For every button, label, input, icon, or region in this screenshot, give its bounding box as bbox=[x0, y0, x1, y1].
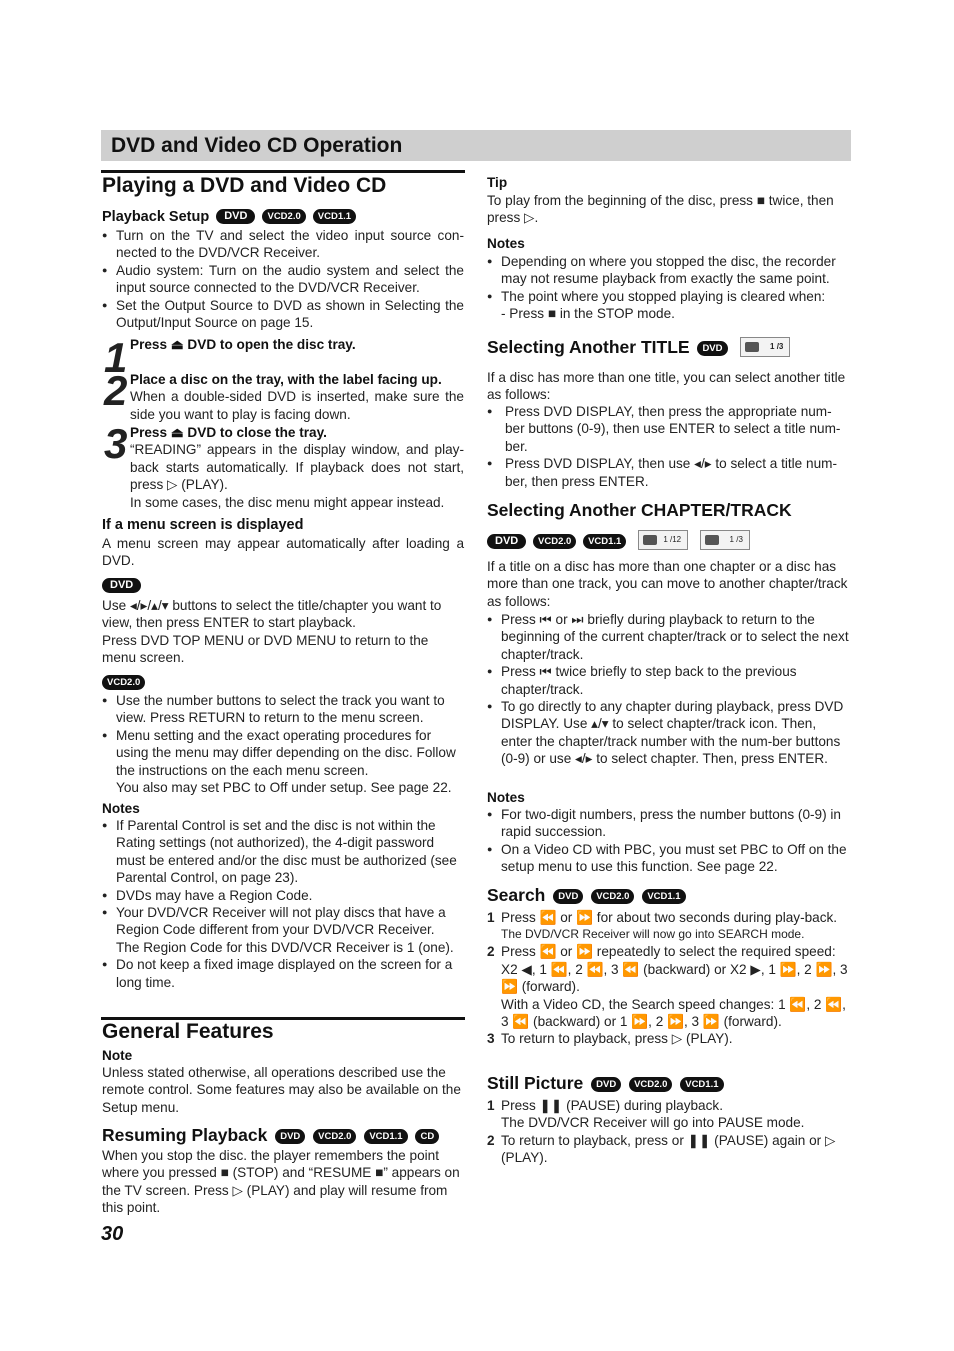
vcd20-badge: VCD2.0 bbox=[262, 209, 305, 224]
list-item: ● Press ⏮ or ⏭ briefly during playback to return to the beginning of the current chapter/track or to select the next chapter/track. bbox=[487, 611, 850, 663]
list-item bbox=[102, 904, 464, 956]
tip-heading: Tip bbox=[487, 175, 508, 190]
chapter-notes-heading: Notes bbox=[487, 790, 525, 805]
dvd-badge: DVD bbox=[487, 534, 526, 549]
step-3-body-extra: In some cases, the disc menu might appear instead. bbox=[130, 494, 445, 510]
step-3-body: “READING” appears in the display window, and play-back starts automatically. If playback does not start, press ▷ (PLAY). bbox=[130, 442, 464, 493]
resume-heading bbox=[102, 1124, 464, 1146]
dvd-badge: DVD bbox=[697, 341, 727, 356]
step-text: To return to playback, press ▷ (PLAY). bbox=[501, 1031, 733, 1047]
step-text: Press ⏪ or ⏩ repeatedly to select the required speed: X2 ◀, 1 ⏪, 2 ⏪, 3 ⏪ (backward) or X2 ▶, 1 ⏩, 2 ⏩, 3 ⏩ (forward). bbox=[501, 944, 848, 995]
vcd11-badge: VCD1.1 bbox=[313, 209, 356, 224]
note-extra: - Press ■ in the STOP mode. bbox=[501, 306, 675, 322]
still-step bbox=[487, 1097, 850, 1132]
notes-block bbox=[102, 817, 464, 991]
search-label: Search bbox=[487, 885, 546, 905]
vcd20-badge: VCD2.0 bbox=[629, 1077, 672, 1092]
menu-text: A menu screen may appear automatically after loading a DVD. bbox=[102, 536, 464, 569]
step-number: 3 bbox=[487, 1031, 495, 1047]
search-heading bbox=[487, 884, 850, 906]
still-heading bbox=[487, 1072, 850, 1094]
step-number: 1 bbox=[104, 334, 128, 381]
list-item: ● Press DVD DISPLAY, then press the appropriate num-ber buttons (0-9), then use ENTER to select a title num-ber. bbox=[487, 403, 850, 455]
section-rule bbox=[101, 170, 465, 173]
step-sub: The DVD/VCR Receiver will go into PAUSE mode. bbox=[501, 1115, 805, 1131]
osd-value: 1 /12 bbox=[663, 535, 682, 544]
note-text: The point where you stopped playing is cleared when: bbox=[501, 288, 826, 304]
list-item: ● On a Video CD with PBC, you must set PBC to Off on the setup menu to use this function. See page 22. bbox=[487, 841, 850, 876]
vcd11-badge: VCD1.1 bbox=[364, 1129, 407, 1144]
search-step bbox=[487, 909, 850, 942]
search-step bbox=[487, 943, 850, 1030]
step-sub: With a Video CD, the Search speed changes: 1 ⏪, 2 ⏪, 3 ⏪ (backward) or 1 ⏩, 2 ⏩, 3 ⏩ (forward). bbox=[501, 996, 846, 1030]
step-number: 3 bbox=[104, 420, 128, 467]
step-1-heading: Press ⏏ DVD to open the disc tray. bbox=[130, 337, 356, 352]
dvd-badge: DVD bbox=[591, 1077, 621, 1092]
step-3 bbox=[130, 424, 464, 511]
step-text: To return to playback, press or ❚❚ (PAUSE) again or ▷ (PLAY). bbox=[501, 1132, 836, 1166]
dvd-block bbox=[102, 597, 464, 667]
title-select-heading bbox=[487, 336, 850, 358]
menu-heading: If a menu screen is displayed bbox=[102, 517, 304, 533]
dvd-badge: DVD bbox=[102, 578, 141, 593]
chapter-icon bbox=[643, 535, 657, 545]
step-number: 2 bbox=[487, 1132, 495, 1148]
chapter-select-intro: If a title on a disc has more than one chapter or a disc has more than one track, you can move to another chapter/track as follows: bbox=[487, 559, 848, 609]
dvd-block-badge-row bbox=[99, 577, 141, 594]
dvd-badge: DVD bbox=[216, 209, 255, 224]
vcd20-badge: VCD2.0 bbox=[313, 1129, 356, 1144]
list-item: ● If Parental Control is set and the disc is not within the Rating settings (not authorized), the 4-digit password must be entered and/or the disc must be authorized (see Parental Control, on page 23). bbox=[102, 817, 464, 887]
still-step bbox=[487, 1132, 850, 1167]
dvd-text-1: Use ◂/▸/▴/▾ buttons to select the title/chapter you want to view, then press ENTER to start playback. bbox=[102, 598, 442, 631]
step-3-heading: Press ⏏ DVD to close the tray. bbox=[130, 425, 327, 440]
search-steps bbox=[487, 909, 850, 1048]
vcd-block bbox=[102, 692, 464, 796]
step-2-body: When a double-sided DVD is inserted, make sure the side you want to play is facing down. bbox=[130, 389, 464, 422]
list-item: ● Audio system: Turn on the audio system and select the input source connected to the DVD/VCR Receiver. bbox=[102, 262, 464, 297]
step-number: 1 bbox=[487, 1098, 495, 1113]
title-select-list bbox=[487, 403, 850, 490]
list-item bbox=[487, 288, 850, 323]
section-title-playing: Playing a DVD and Video CD bbox=[102, 174, 387, 197]
dvd-badge: DVD bbox=[275, 1129, 305, 1144]
title-select-intro: If a disc has more than one title, you can select another title as follows: bbox=[487, 370, 846, 403]
tip-notes bbox=[487, 253, 850, 323]
page-number: 30 bbox=[101, 1223, 124, 1245]
chapter-select-heading: Selecting Another CHAPTER/TRACK bbox=[487, 500, 792, 520]
vcd20-badge: VCD2.0 bbox=[591, 889, 634, 904]
chapter-osd-display bbox=[638, 530, 688, 550]
title-osd-display bbox=[700, 530, 750, 550]
list-item: ● Press ⏮ twice briefly to step back to the previous chapter/track. bbox=[487, 663, 850, 698]
list-item: ● DVDs may have a Region Code. bbox=[102, 887, 464, 904]
dvd-text-2: Press DVD TOP MENU or DVD MENU to return to the menu screen. bbox=[102, 632, 429, 666]
step-2 bbox=[130, 371, 464, 423]
chapter-select-list bbox=[487, 611, 850, 768]
still-steps bbox=[487, 1097, 850, 1167]
step-number: 2 bbox=[487, 944, 495, 960]
general-note-text: Unless stated otherwise, all operations described use the remote control. Some features may also be available on the Setup menu. bbox=[102, 1065, 461, 1115]
step-2-heading: Place a disc on the tray, with the label facing up. bbox=[130, 372, 442, 387]
section-title-general: General Features bbox=[102, 1020, 274, 1043]
tip-text: To play from the beginning of the disc, press ■ twice, then press ▷. bbox=[487, 193, 834, 226]
chapter-notes bbox=[487, 806, 850, 876]
list-item: ● Depending on where you stopped the disc, the recorder may not resume playback from exactly the same point. bbox=[487, 253, 850, 288]
osd-value: 1 /3 bbox=[729, 535, 743, 544]
step-number: 2 bbox=[104, 367, 128, 414]
playback-setup-label: Playback Setup bbox=[102, 209, 210, 225]
list-item: ● Menu setting and the exact operating procedures for using the menu may differ depending on the disc. Follow the instructions on the each menu screen. bbox=[102, 727, 464, 779]
chapter-select-badges bbox=[484, 530, 850, 550]
vcd20-badge: VCD2.0 bbox=[102, 675, 145, 690]
step-text: Press ❚❚ (PAUSE) during playback. bbox=[501, 1098, 723, 1113]
title-select-label: Selecting Another TITLE bbox=[487, 337, 690, 357]
chapter-title: DVD and Video CD Operation bbox=[101, 130, 851, 161]
list-item: ● Do not keep a fixed image displayed on the screen for a long time. bbox=[102, 956, 464, 991]
dvd-badge: DVD bbox=[553, 889, 583, 904]
vcd11-badge: VCD1.1 bbox=[680, 1077, 723, 1092]
disc-icon bbox=[705, 535, 719, 545]
step-text: Press ⏪ or ⏩ for about two seconds during play-back. bbox=[501, 910, 838, 925]
list-item: ● Set the Output Source to DVD as shown in Selecting the Output/Input Source on page 15. bbox=[102, 297, 464, 332]
list-item: ● Turn on the TV and select the video input source con-nected to the DVD/VCR Receiver. bbox=[102, 227, 464, 262]
title-osd-display bbox=[740, 337, 790, 357]
note-text: Your DVD/VCR Receiver will not play discs that have a Region Code different from your DVD/VCR Receiver. bbox=[116, 905, 446, 938]
step-number: 1 bbox=[487, 910, 495, 925]
list-item: ● Use the number buttons to select the track you want to view. Press RETURN to return to the menu screen. bbox=[102, 692, 464, 727]
disc-icon bbox=[745, 342, 759, 352]
notes-heading: Notes bbox=[102, 801, 140, 816]
setup-list bbox=[102, 227, 464, 331]
resume-label: Resuming Playback bbox=[102, 1125, 268, 1145]
vcd-block-badge-row bbox=[99, 674, 145, 691]
resume-text: When you stop the disc. the player remembers the point where you pressed ■ (STOP) and “RESUME ■” appears on the TV screen. Press ▷ (PLAY) and play will resume from this point. bbox=[102, 1148, 460, 1216]
cd-badge: CD bbox=[415, 1129, 439, 1144]
general-note-heading: Note bbox=[102, 1048, 133, 1063]
vcd11-badge: VCD1.1 bbox=[642, 889, 685, 904]
tip-notes-heading: Notes bbox=[487, 236, 525, 251]
step-sub: The DVD/VCR Receiver will now go into SEARCH mode. bbox=[501, 927, 805, 942]
list-item: ● For two-digit numbers, press the number buttons (0-9) in rapid succession. bbox=[487, 806, 850, 841]
still-label: Still Picture bbox=[487, 1073, 584, 1093]
playback-setup-heading bbox=[102, 208, 464, 226]
list-item: ● Press DVD DISPLAY, then use ◂/▸ to select a title num-ber, then press ENTER. bbox=[487, 455, 850, 490]
search-step bbox=[487, 1030, 850, 1047]
osd-value: 1 /3 bbox=[770, 342, 784, 351]
vcd-extra: You also may set PBC to Off under setup. See page 22. bbox=[116, 780, 452, 796]
note-extra: The Region Code for this DVD/VCR Receiver is 1 (one). bbox=[116, 939, 454, 955]
vcd20-badge: VCD2.0 bbox=[533, 534, 576, 549]
list-item: ● To go directly to any chapter during playback, press DVD DISPLAY. Use ▴/▾ to select chapter/track icon. Then, enter the chapter/track number with the num-ber buttons (0-9) or use ◂/▸ to select chapter. Then, press ENTER. bbox=[487, 698, 850, 768]
vcd11-badge: VCD1.1 bbox=[583, 534, 626, 549]
